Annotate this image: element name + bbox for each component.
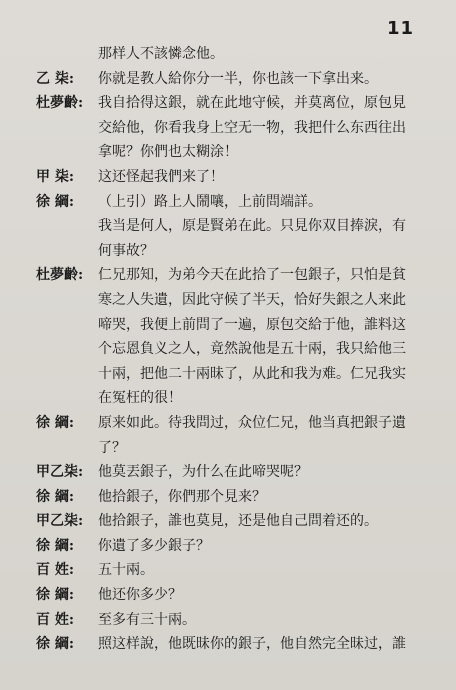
script-line [36, 608, 436, 633]
speaker-name: 徐 綱: [36, 414, 75, 431]
play-script-body [36, 42, 436, 657]
continuation-text: 我当是何人，原是賢弟在此。只見你双目捧淚，有 [98, 218, 406, 235]
continuation-text: 在冤枉的很！ [98, 390, 182, 407]
speaker-name: 徐 綱: [36, 537, 75, 554]
script-line [36, 190, 436, 215]
speech-text: 他莫丟銀子，为什么在此啼哭呢？ [98, 464, 308, 481]
speaker-name: 甲 柒: [36, 168, 75, 185]
speech-text: 至多有三十兩。 [98, 611, 196, 628]
script-line [36, 165, 436, 190]
speech-text: 这还怪起我們来了！ [98, 168, 224, 185]
script-line [36, 558, 436, 583]
speaker-name: 徐 綱: [36, 587, 75, 604]
script-line [36, 263, 436, 288]
continuation-text: 寒之人失遺，因此守候了半天，恰好失銀之人来此 [98, 291, 406, 308]
script-line [36, 509, 436, 534]
speech-text: 五十兩。 [98, 562, 154, 579]
continuation-text: 十兩，把他二十兩昧了，从此和我为难。仁兄我实 [98, 365, 406, 382]
script-line [36, 485, 436, 510]
script-line [36, 632, 436, 657]
speech-text: 仁兄那知，为弟今天在此拾了一包銀子，只怕是貧 [98, 267, 406, 284]
speaker-name: 徐 綱: [36, 636, 75, 653]
continuation-text: 个忘恩負义之人，竟然說他是五十兩，我只給他三 [98, 341, 406, 358]
continuation-text: 交給他，你看我身上空无一物，我把什么东西往出 [98, 119, 406, 136]
speaker-name: 百 姓: [36, 611, 75, 628]
speech-text: 他拾銀子，誰也莫見，还是他自己問着还的。 [98, 513, 378, 530]
continuation-text: 啼哭，我便上前問了一遍，原包交給于他，誰料这 [98, 316, 406, 333]
continuation-text: 拿呢？你們也太糊涂！ [98, 144, 238, 161]
speaker-name: 百 姓: [36, 562, 75, 579]
speaker-name: 徐 綱: [36, 488, 75, 505]
speech-text: 照这样說，他既昧你的銀子，他自然完全昧过，誰 [98, 636, 406, 653]
continuation-text: 了？ [98, 439, 126, 456]
speaker-name: 甲乙柒: [36, 513, 84, 530]
page-number: 11 [386, 18, 414, 39]
script-line [36, 583, 436, 608]
script-line [36, 67, 436, 92]
script-line [36, 411, 436, 436]
continuation-text: 何事故？ [98, 242, 154, 259]
speaker-name: 徐 綱: [36, 193, 75, 210]
speech-text: 你就是教人給你分一半，你也該一下拿出来。 [98, 70, 378, 87]
speaker-name: 杜夢齡: [36, 267, 84, 284]
script-line [36, 91, 436, 116]
speaker-name: 乙 柒: [36, 70, 75, 87]
speech-text: 原来如此。待我問过，众位仁兄，他当真把銀子遺 [98, 414, 406, 431]
speaker-name: 甲乙柒: [36, 464, 84, 481]
script-line [36, 460, 436, 485]
speech-text: 他拾銀子，你們那个見来？ [98, 488, 266, 505]
speaker-name: 杜夢齡: [36, 95, 84, 112]
continuation-text: 那样人不該憐念他。 [98, 46, 224, 62]
speech-text: 他还你多少？ [98, 587, 182, 604]
speech-text: 你遺了多少銀子？ [98, 537, 210, 554]
speech-text: （上引）路上人鬧嚷，上前問端詳。 [98, 193, 322, 210]
script-line [36, 534, 436, 559]
speech-text: 我自拾得这銀，就在此地守候，并莫离位，原包見 [98, 95, 406, 112]
